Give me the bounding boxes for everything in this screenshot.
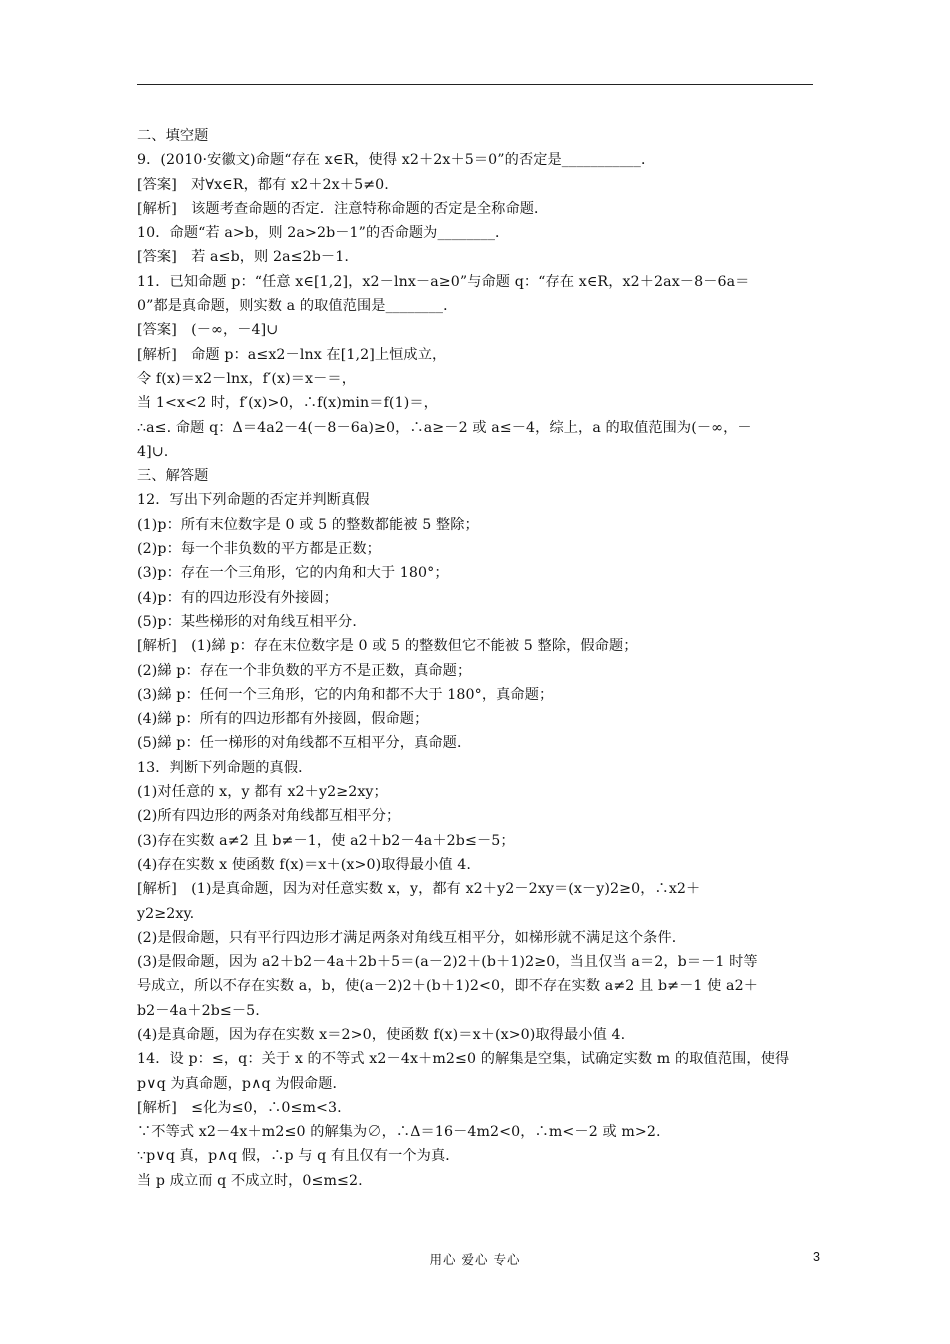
answer-11: [答案] (－∞，－4]∪ <box>137 322 279 339</box>
question-13-item-2: (2)所有四边形的两条对角线都互相平分； <box>137 808 401 825</box>
page-content <box>137 124 817 1193</box>
analysis-14-line-2: ∵不等式 x2－4x＋m2≤0 的解集为∅，∴Δ＝16－4m2<0，∴m<－2 或 m>2. <box>137 1124 661 1141</box>
question-13: 13．判断下列命题的真假． <box>137 759 313 776</box>
question-13-item-1: (1)对任意的 x，y 都有 x2＋y2≥2xy； <box>137 784 388 801</box>
answer-10: [答案] 若 a≤b，则 2a≤2b－1. <box>137 249 349 266</box>
analysis-13-line-7: (4)是真命题，因为存在实数 x＝2>0，使函数 f(x)＝x＋(x>0)取得最小值 4. <box>137 1026 626 1043</box>
footer-slogan: 用心 爱心 专心 <box>429 1252 521 1267</box>
analysis-13-line-6: b2－4a＋2b≤－5. <box>137 1002 260 1019</box>
analysis-11-line-3: 当 1<x<2 时，f′(x)>0，∴f(x)min＝f(1)＝， <box>137 395 438 412</box>
question-11-line-2: 0”都是真命题，则实数 a 的取值范围是________． <box>137 298 458 315</box>
question-14-line-1: 14．设 p：≤，q：关于 x 的不等式 x2－4x＋m2≤0 的解集是空集，试确定实数 m 的取值范围，使得 <box>137 1051 790 1068</box>
analysis-14-line-3: ∵p∨q 真，p∧q 假，∴p 与 q 有且仅有一个为真． <box>137 1148 460 1165</box>
analysis-12-item-1: [解析] (1)綈 p：存在末位数字是 0 或 5 的整数但它不能被 5 整除，假命题； <box>137 638 638 655</box>
analysis-14-line-1: [解析] ≤化为≤0，∴0≤m<3. <box>137 1099 342 1116</box>
section-heading-fill-in: 二、填空题 <box>137 128 209 144</box>
question-13-item-3: (3)存在实数 a≠2 且 b≠－1，使 a2＋b2－4a＋2b≤－5； <box>137 832 515 849</box>
analysis-13-line-3: (2)是假命题，只有平行四边形才满足两条对角线互相平分，如梯形就不满足这个条件． <box>137 929 687 946</box>
analysis-11-line-2: 令 f(x)＝x2－lnx，f′(x)＝x－＝， <box>137 370 356 387</box>
analysis-13-line-5: 号成立，所以不存在实数 a，b，使(a－2)2＋(b＋1)2<0，即不存在实数 a≠2 且 b≠－1 使 a2＋ <box>137 978 759 995</box>
question-12-item-5: (5)p：某些梯形的对角线互相平分． <box>137 613 367 630</box>
question-12-item-3: (3)p：存在一个三角形，它的内角和大于 180°； <box>137 565 449 582</box>
question-11-line-1: 11．已知命题 p：“任意 x∈[1,2]，x2－lnx－a≥0”与命题 q：“存在 x∈R，x2＋2ax－8－6a＝ <box>137 273 750 290</box>
question-12-item-4: (4)p：有的四边形没有外接圆； <box>137 589 339 606</box>
question-12-item-1: (1)p：所有末位数字是 0 或 5 的整数都能被 5 整除； <box>137 516 479 533</box>
analysis-13-line-1: [解析] (1)是真命题，因为对任意实数 x，y，都有 x2＋y2－2xy＝(x－y)2≥0，∴x2＋ <box>137 881 701 898</box>
analysis-12-item-5: (5)綈 p：任一梯形的对角线都不互相平分，真命题． <box>137 735 472 752</box>
analysis-12-item-2: (2)綈 p：存在一个非负数的平方不是正数，真命题； <box>137 662 472 679</box>
question-13-item-4: (4)存在实数 x 使函数 f(x)＝x＋(x>0)取得最小值 4. <box>137 856 472 873</box>
analysis-11-line-4: ∴a≤. 命题 q：Δ＝4a2－4(－8－6a)≥0，∴a≥－2 或 a≤－4，综上，a 的取值范围为(－∞，－ <box>137 419 752 436</box>
analysis-14-line-4: 当 p 成立而 q 不成立时，0≤m≤2. <box>137 1172 363 1189</box>
header-rule <box>137 84 813 85</box>
analysis-11-line-1: [解析] 命题 p：a≤x2－lnx 在[1,2]上恒成立， <box>137 346 447 363</box>
analysis-12-item-4: (4)綈 p：所有的四边形都有外接圆，假命题； <box>137 711 429 728</box>
analysis-12-item-3: (3)綈 p：任何一个三角形，它的内角和都不大于 180°，真命题； <box>137 686 554 703</box>
question-14-line-2: p∨q 为真命题，p∧q 为假命题． <box>137 1075 347 1092</box>
analysis-13-line-2: y2≥2xy. <box>137 905 195 922</box>
question-12-item-2: (2)p：每一个非负数的平方都是正数； <box>137 541 381 558</box>
page-number: 3 <box>813 1250 820 1264</box>
section-heading-solutions: 三、解答题 <box>137 468 209 485</box>
answer-9: [答案] 对∀x∈R，都有 x2＋2x＋5≠0. <box>137 176 389 193</box>
question-12: 12．写出下列命题的否定并判断真假 <box>137 492 370 509</box>
analysis-9: [解析] 该题考查命题的否定．注意特称命题的否定是全称命题． <box>137 200 549 217</box>
question-9: 9．(2010·安徽文)命题“存在 x∈R，使得 x2＋2x＋5＝0”的否定是___________． <box>137 152 656 169</box>
analysis-11-line-5: 4]∪. <box>137 443 169 460</box>
analysis-13-line-4: (3)是假命题，因为 a2＋b2－4a＋2b＋5＝(a－2)2＋(b＋1)2≥0，当且仅当 a＝2，b＝－1 时等 <box>137 954 758 971</box>
question-10: 10．命题“若 a>b，则 2a>2b－1”的否命题为________． <box>137 225 510 242</box>
